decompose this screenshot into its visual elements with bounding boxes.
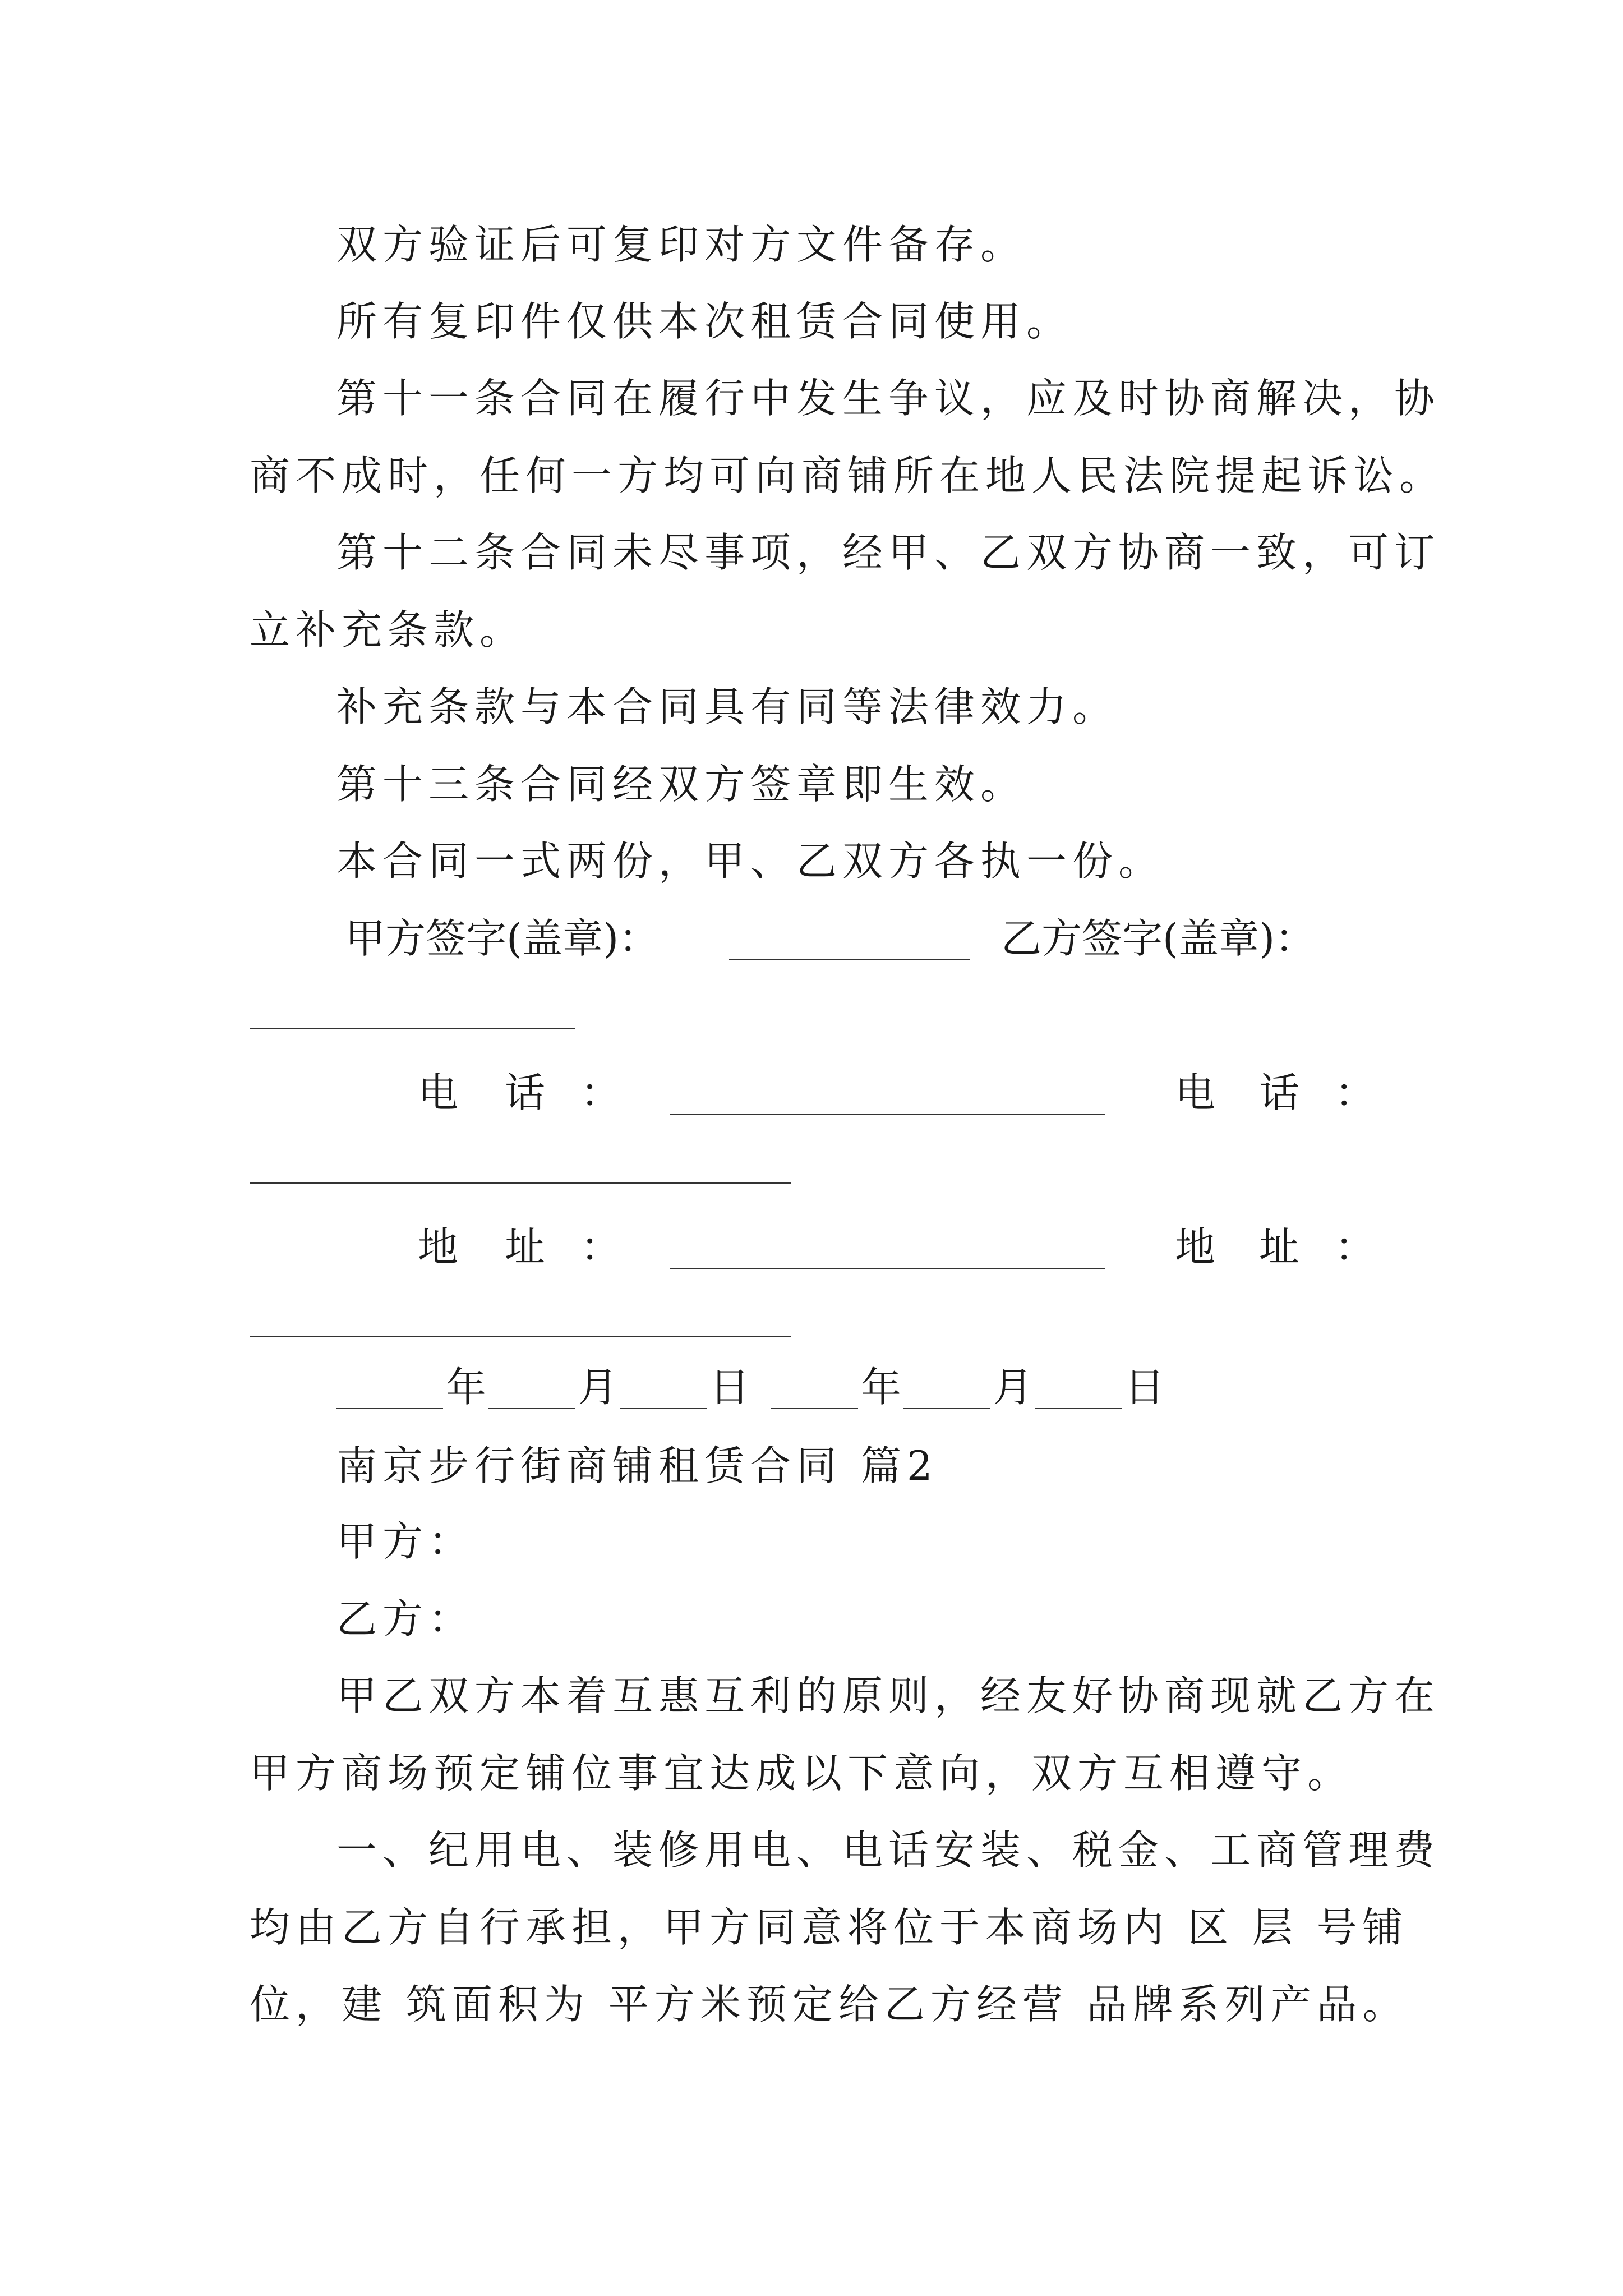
paragraph: 本合同一式两份，甲、乙双方各执一份。 — [336, 838, 1165, 885]
date-a-day-blank[interactable] — [620, 1408, 707, 1409]
address-label-a-char2: 址 — [505, 1223, 546, 1271]
phone-label-a-colon: ： — [580, 1069, 621, 1116]
date-b-year-label: 年 — [861, 1364, 902, 1411]
date-a-month-blank[interactable] — [488, 1408, 575, 1409]
date-a-day-label: 日 — [709, 1364, 750, 1411]
date-a-month-label: 月 — [578, 1364, 619, 1411]
paragraph: 甲方商场预定铺位事宜达成以下意向，双方互相遵守。 — [250, 1750, 1354, 1797]
paragraph: 补充条款与本合同具有同等法律效力。 — [336, 683, 1119, 730]
paragraph: 位，建 筑面积为 平方米预定给乙方经营 品牌系列产品。 — [250, 1981, 1409, 2028]
phone-label-b-colon: ： — [1335, 1069, 1376, 1116]
phone-label-a-char1: 电 — [418, 1069, 459, 1116]
phone-label-a-char2: 话 — [505, 1069, 546, 1116]
signature-row — [250, 912, 1388, 965]
section-title: 南京步行街商铺租赁合同 篇2 — [336, 1442, 938, 1489]
party-a-signature-blank[interactable] — [729, 959, 970, 960]
paragraph: 立补充条款。 — [250, 606, 526, 654]
date-row — [250, 1360, 1388, 1414]
party-a-phone-blank[interactable] — [670, 1114, 1105, 1115]
paragraph: 双方验证后可复印对方文件备存。 — [336, 221, 1027, 268]
date-b-month-blank[interactable] — [903, 1408, 990, 1409]
date-b-day-blank[interactable] — [1035, 1408, 1122, 1409]
date-a-year-label: 年 — [446, 1364, 487, 1411]
phone-label-b-char1: 电 — [1175, 1069, 1216, 1116]
party-b-address-blank[interactable] — [250, 1336, 791, 1337]
date-b-month-label: 月 — [993, 1364, 1034, 1411]
date-a-year-blank[interactable] — [336, 1408, 443, 1409]
paragraph: 一、纪用电、装修用电、电话安装、税金、工商管理费 — [336, 1826, 1441, 1874]
paragraph: 第十一条合同在履行中发生争议，应及时协商解决，协 — [336, 375, 1441, 422]
paragraph: 第十三条合同经双方签章即生效。 — [336, 761, 1027, 808]
paragraph: 均由乙方自行承担，甲方同意将位于本商场内 区 层 号铺 — [250, 1904, 1409, 1951]
address-label-b-colon: ： — [1335, 1223, 1376, 1271]
party-b-line: 乙方： — [336, 1595, 475, 1642]
paragraph: 甲乙双方本着互惠互利的原则，经友好协商现就乙方在 — [336, 1672, 1441, 1719]
party-a-line: 甲方： — [336, 1518, 475, 1565]
paragraph: 所有复印件仅供本次租赁合同使用。 — [336, 298, 1073, 345]
address-label-a-char1: 地 — [418, 1223, 459, 1271]
party-b-signature-label: 乙方签字(盖章)： — [1001, 915, 1316, 962]
party-b-signature-blank[interactable] — [250, 1028, 575, 1029]
address-row — [250, 1220, 1388, 1274]
party-a-signature-label: 甲方签字(盖章)： — [345, 915, 660, 962]
date-b-year-blank[interactable] — [771, 1408, 858, 1409]
phone-label-b-char2: 话 — [1259, 1069, 1300, 1116]
date-b-day-label: 日 — [1124, 1364, 1165, 1411]
paragraph: 商不成时，任何一方均可向商铺所在地人民法院提起诉讼。 — [250, 452, 1446, 499]
party-b-phone-blank[interactable] — [250, 1182, 791, 1184]
address-label-b-char2: 址 — [1259, 1223, 1300, 1271]
party-a-address-blank[interactable] — [670, 1268, 1105, 1269]
address-label-b-char1: 地 — [1175, 1223, 1216, 1271]
address-label-a-colon: ： — [580, 1223, 621, 1271]
paragraph: 第十二条合同未尽事项，经甲、乙双方协商一致，可订 — [336, 529, 1441, 576]
phone-row — [250, 1066, 1388, 1120]
